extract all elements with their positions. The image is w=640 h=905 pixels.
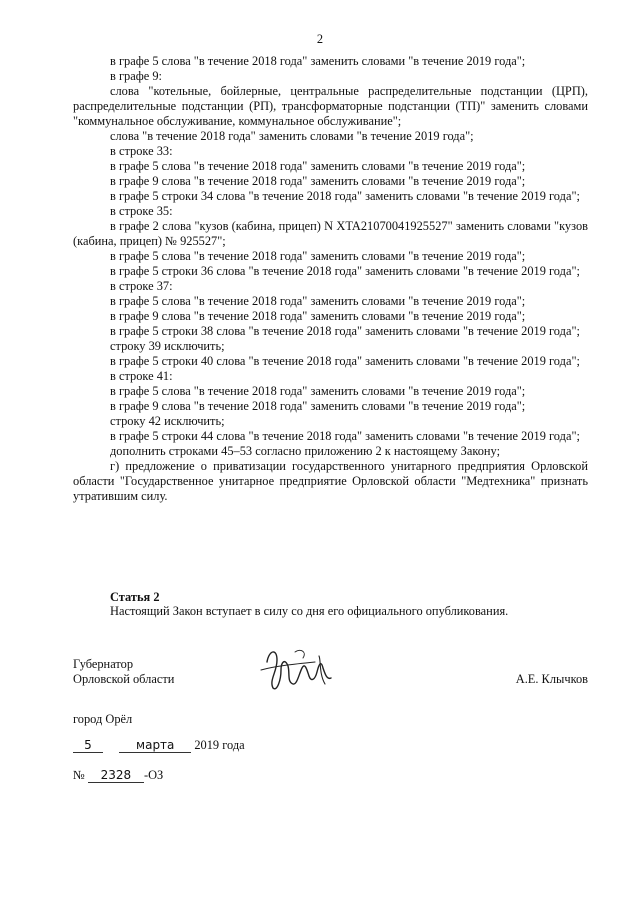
handwritten-signature — [255, 640, 345, 695]
city: город Орёл — [73, 712, 133, 726]
amendment-paragraph: в строке 37: — [110, 279, 173, 293]
amendment-paragraph: в графе 9 слова "в течение 2018 года" заменить словами "в течение 2019 года"; — [110, 309, 526, 323]
date-month: марта — [119, 738, 191, 753]
signer-role: Губернатор — [73, 657, 134, 671]
amendment-paragraph: г) предложение о приватизации государственного унитарного предприятия Орловской области "Государственное унитарное предприятие Орловской области "Медтехника" признать утратившим силу. — [73, 459, 588, 503]
amendment-paragraph: в строке 35: — [110, 204, 173, 218]
amendment-paragraph: в графе 5 слова "в течение 2018 года" заменить словами "в течение 2019 года"; — [110, 249, 526, 263]
date-line — [73, 738, 245, 753]
number-suffix: -ОЗ — [143, 768, 164, 782]
amendment-paragraph: в графе 5 слова "в течение 2018 года" заменить словами "в течение 2019 года"; — [110, 384, 526, 398]
amendment-paragraph: строку 39 исключить; — [110, 339, 225, 353]
amendment-paragraph: в строке 41: — [110, 369, 173, 383]
amendment-paragraph: в графе 5 строки 36 слова "в течение 2018 года" заменить словами "в течение 2019 года"; — [110, 264, 580, 278]
signer-region: Орловской области — [73, 672, 175, 686]
amendment-paragraph: дополнить строками 45–53 согласно приложению 2 к настоящему Закону; — [110, 444, 501, 458]
law-number-line — [73, 768, 163, 783]
amendment-paragraph: в графе 5 строки 38 слова "в течение 2018 года" заменить словами "в течение 2019 года"; — [110, 324, 580, 338]
date-year: 2019 года — [194, 738, 245, 752]
amendment-paragraph: в графе 5 строки 34 слова "в течение 2018 года" заменить словами "в течение 2019 года"; — [110, 189, 580, 203]
amendment-paragraph: в графе 5 строки 44 слова "в течение 2018 года" заменить словами "в течение 2019 года"; — [110, 429, 580, 443]
law-number: 2328 — [88, 768, 144, 783]
amendment-paragraph: в графе 9 слова "в течение 2018 года" заменить словами "в течение 2019 года"; — [110, 399, 526, 413]
amendment-paragraph: строку 42 исключить; — [110, 414, 225, 428]
amendment-paragraph: в графе 5 слова "в течение 2018 года" заменить словами "в течение 2019 года"; — [110, 54, 526, 68]
amendments-body — [73, 54, 588, 504]
amendment-paragraph: в графе 9: — [110, 69, 162, 83]
amendment-paragraph: слова "в течение 2018 года" заменить словами "в течение 2019 года"; — [110, 129, 474, 143]
amendment-paragraph: в графе 9 слова "в течение 2018 года" заменить словами "в течение 2019 года"; — [110, 174, 526, 188]
amendment-paragraph: в графе 5 строки 40 слова "в течение 2018 года" заменить словами "в течение 2019 года"; — [110, 354, 580, 368]
amendment-paragraph: в строке 33: — [110, 144, 173, 158]
amendment-paragraph: в графе 2 слова "кузов (кабина, прицеп) N XTA21070041925527" заменить словами "кузов (кабина, прицеп) № 925527"; — [73, 219, 588, 248]
article-title: Статья 2 — [110, 590, 160, 604]
amendment-paragraph: в графе 5 слова "в течение 2018 года" заменить словами "в течение 2019 года"; — [110, 294, 526, 308]
amendment-paragraph: в графе 5 слова "в течение 2018 года" заменить словами "в течение 2019 года"; — [110, 159, 526, 173]
number-sign: № — [73, 768, 85, 782]
signer-name: А.Е. Клычков — [515, 672, 588, 686]
page-number: 2 — [316, 32, 324, 46]
article-text: Настоящий Закон вступает в силу со дня его официального опубликования. — [110, 604, 509, 618]
amendment-paragraph: слова "котельные, бойлерные, центральные распределительные подстанции (ЦРП), распределительные подстанции (РП), трансформаторные подстанции (ТП)" заменить словами "коммунальное обслуживание, коммунальное обслуживание"; — [73, 84, 588, 128]
date-day: 5 — [73, 738, 103, 753]
